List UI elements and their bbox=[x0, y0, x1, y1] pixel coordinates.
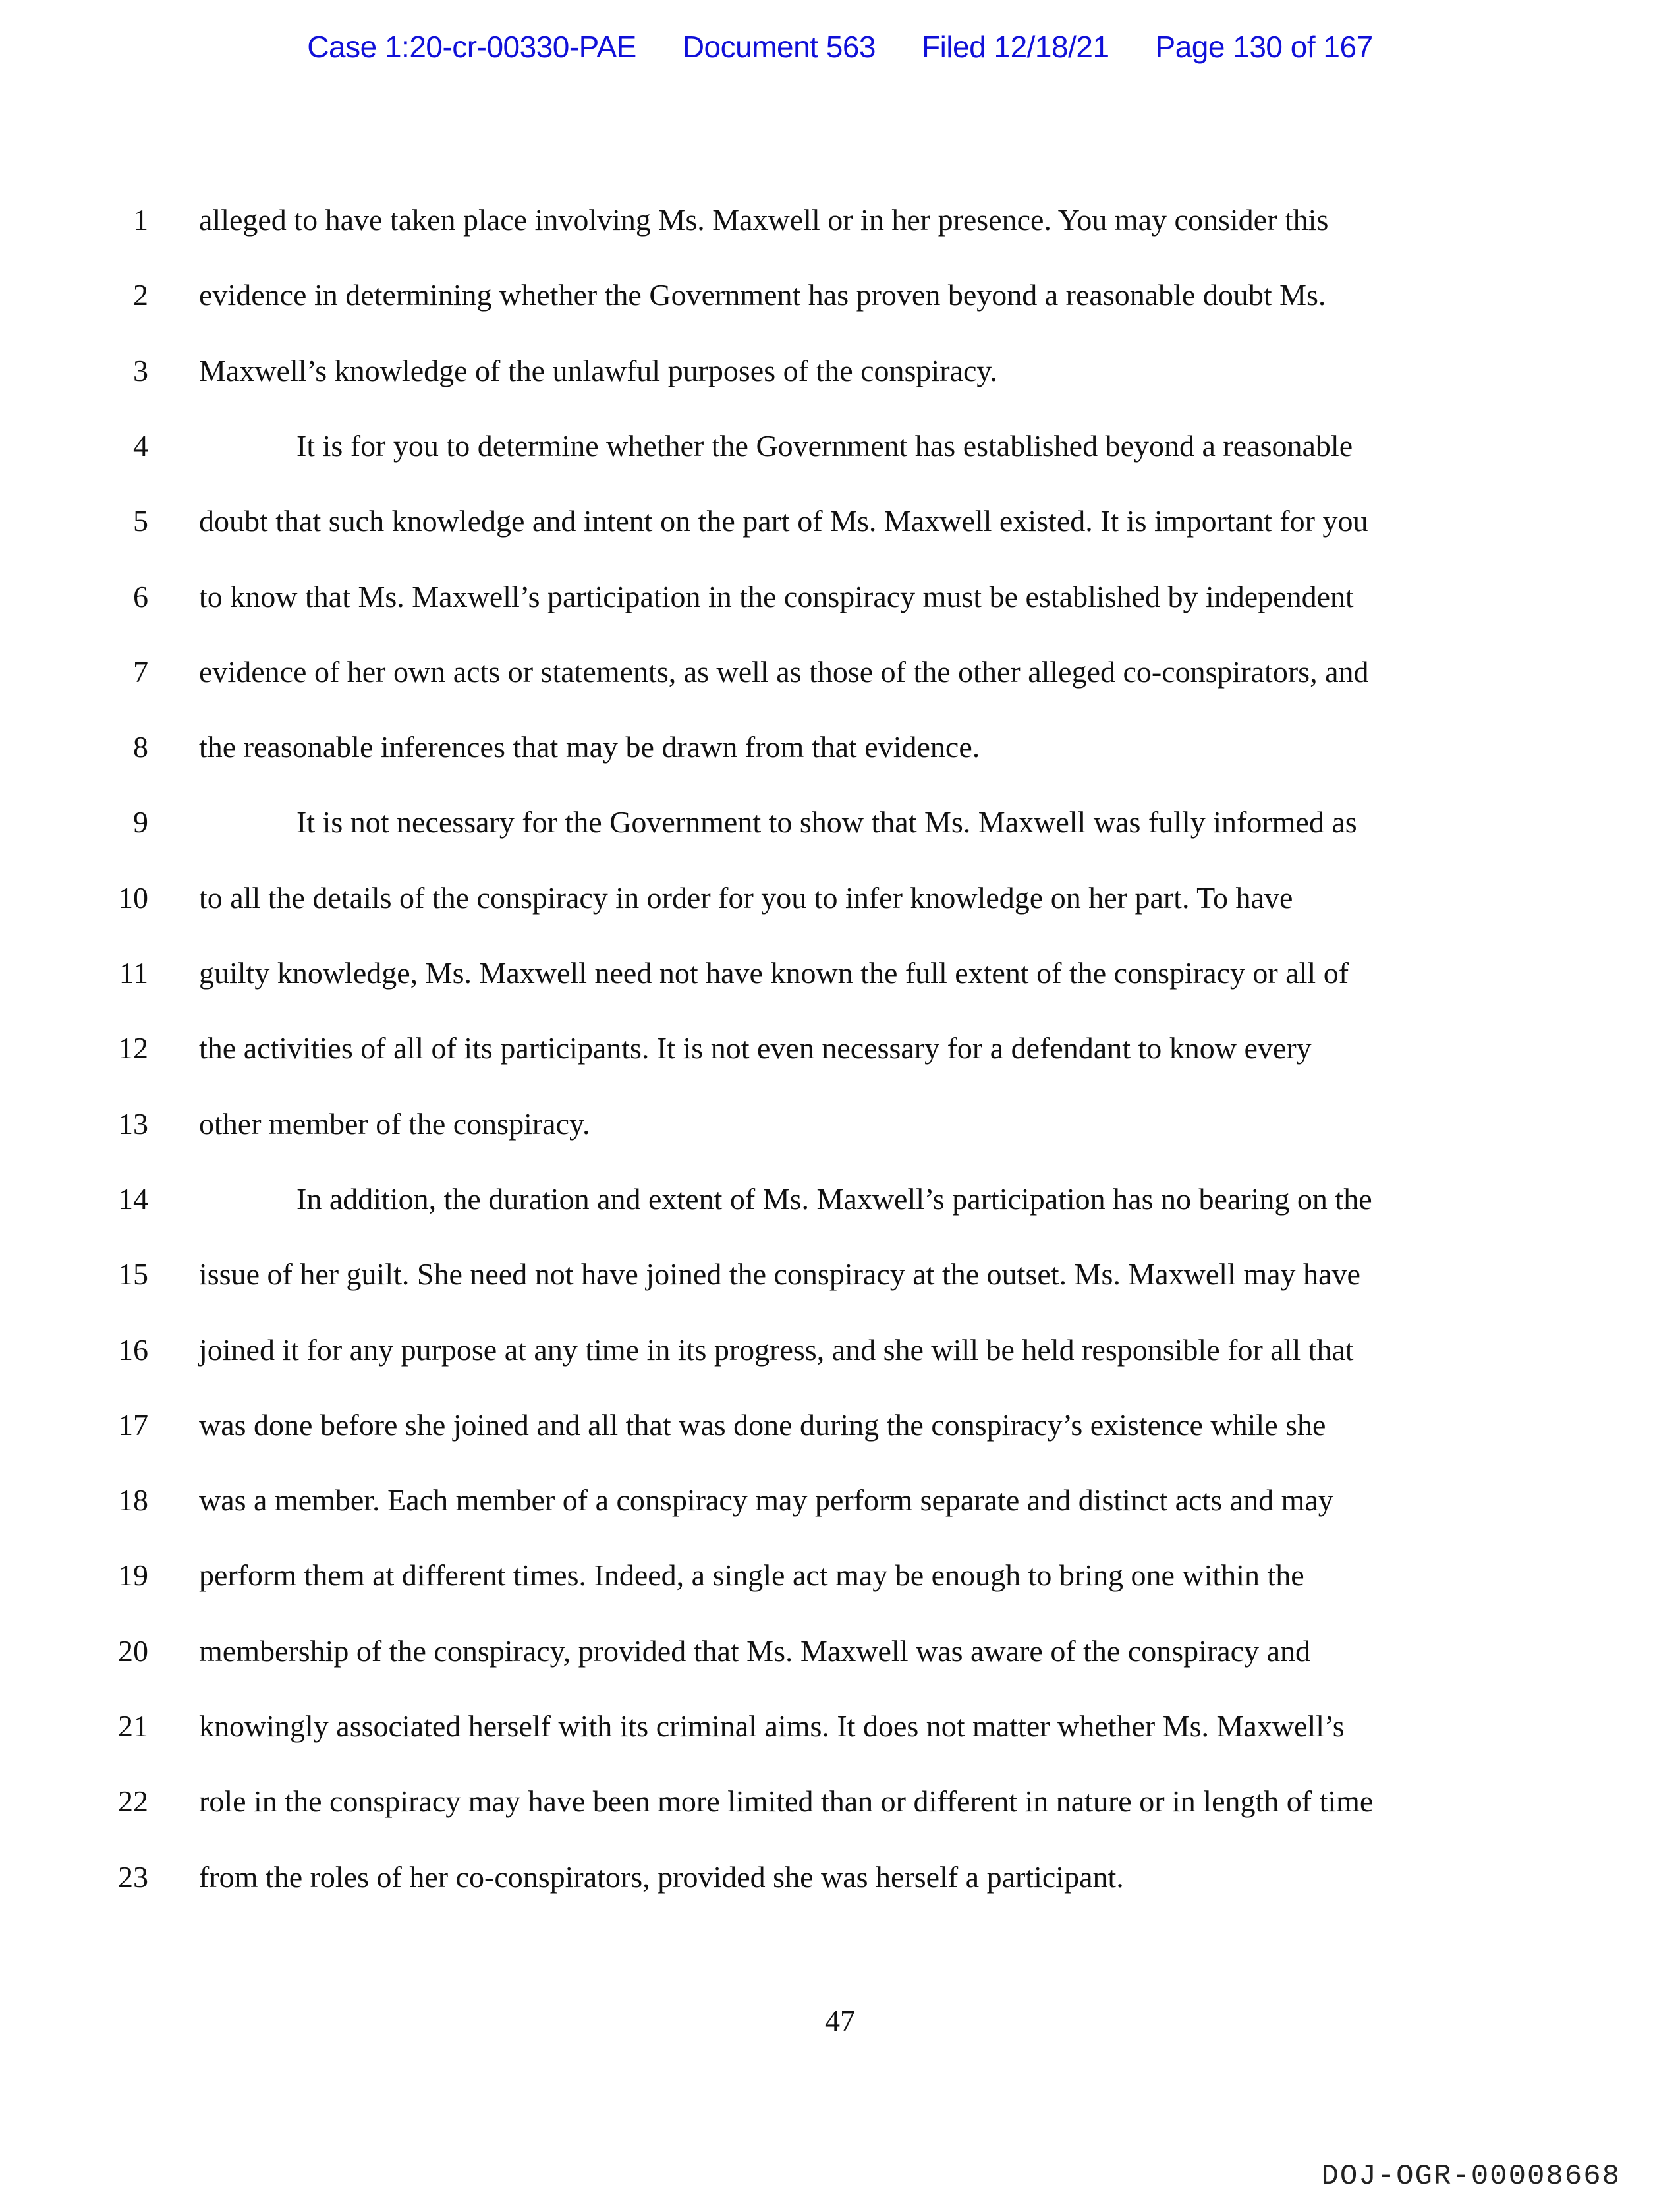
line-text: to all the details of the conspiracy in order for you to infer knowledge on her part. To have bbox=[199, 880, 1293, 915]
line-text: the reasonable inferences that may be drawn from that evidence. bbox=[199, 730, 980, 764]
line-text: evidence in determining whether the Government has proven beyond a reasonable doubt Ms. bbox=[199, 278, 1326, 312]
line-number: 6 bbox=[133, 579, 148, 613]
pleading-line bbox=[0, 1248, 1680, 1301]
pleading-line bbox=[0, 1474, 1680, 1527]
line-number: 16 bbox=[118, 1332, 148, 1367]
pleading-line bbox=[0, 1022, 1680, 1075]
page-number: 47 bbox=[825, 2004, 855, 2037]
line-number: 7 bbox=[133, 654, 148, 689]
pleading-line bbox=[0, 420, 1680, 472]
case-number: Case 1:20-cr-00330-PAE bbox=[307, 30, 636, 64]
line-number: 10 bbox=[118, 880, 148, 915]
pleading-line bbox=[0, 947, 1680, 1000]
line-text: other member of the conspiracy. bbox=[199, 1106, 590, 1141]
pleading-line bbox=[0, 1549, 1680, 1602]
pleading-line bbox=[0, 1324, 1680, 1376]
pleading-line bbox=[0, 345, 1680, 397]
line-text: the activities of all of its participants. It is not even necessary for a defendant to know every bbox=[199, 1031, 1312, 1065]
line-number: 18 bbox=[118, 1483, 148, 1517]
pleading-line bbox=[0, 1173, 1680, 1226]
pleading-line bbox=[0, 1625, 1680, 1678]
line-text: knowingly associated herself with its criminal aims. It does not matter whether Ms. Maxwell’s bbox=[199, 1709, 1345, 1743]
line-text: doubt that such knowledge and intent on the part of Ms. Maxwell existed. It is important for you bbox=[199, 504, 1368, 538]
line-text: Maxwell’s knowledge of the unlawful purposes of the conspiracy. bbox=[199, 353, 997, 387]
line-text: issue of her guilt. She need not have joined the conspiracy at the outset. Ms. Maxwell may have bbox=[199, 1257, 1360, 1291]
pleading-line bbox=[0, 1399, 1680, 1452]
pleading-line bbox=[0, 269, 1680, 322]
line-text: joined it for any purpose at any time in its progress, and she will be held responsible for all that bbox=[199, 1332, 1354, 1367]
filed-date: Filed 12/18/21 bbox=[922, 30, 1109, 64]
line-text: It is not necessary for the Government to show that Ms. Maxwell was fully informed as bbox=[296, 805, 1357, 839]
line-text: evidence of her own acts or statements, as well as those of the other alleged co-conspirators, and bbox=[199, 654, 1369, 689]
pleading-line bbox=[0, 495, 1680, 548]
case-header bbox=[0, 29, 1680, 65]
line-number: 5 bbox=[133, 504, 148, 538]
line-text: role in the conspiracy may have been more limited than or different in nature or in length of time bbox=[199, 1784, 1374, 1819]
line-number: 14 bbox=[118, 1181, 148, 1216]
line-number: 19 bbox=[118, 1558, 148, 1593]
line-text: In addition, the duration and extent of Ms. Maxwell’s participation has no bearing on the bbox=[296, 1181, 1372, 1216]
document-number: Document 563 bbox=[682, 30, 876, 64]
line-number: 8 bbox=[133, 730, 148, 764]
pleading-line bbox=[0, 571, 1680, 623]
line-text: from the roles of her co-conspirators, provided she was herself a participant. bbox=[199, 1859, 1124, 1894]
line-text: was a member. Each member of a conspiracy may perform separate and distinct acts and may bbox=[199, 1483, 1333, 1517]
line-number: 13 bbox=[118, 1106, 148, 1141]
pleading-line bbox=[0, 796, 1680, 849]
bates-number: DOJ-OGR-00008668 bbox=[1321, 2160, 1621, 2193]
line-number: 9 bbox=[133, 805, 148, 839]
line-number: 1 bbox=[133, 203, 148, 237]
pleading-line bbox=[0, 646, 1680, 698]
line-text: membership of the conspiracy, provided that Ms. Maxwell was aware of the conspiracy and bbox=[199, 1633, 1310, 1668]
line-number: 4 bbox=[133, 428, 148, 463]
line-number: 23 bbox=[118, 1859, 148, 1894]
line-text: was done before she joined and all that was done during the conspiracy’s existence while she bbox=[199, 1407, 1326, 1442]
line-number: 21 bbox=[118, 1709, 148, 1743]
line-number: 12 bbox=[118, 1031, 148, 1065]
line-number: 22 bbox=[118, 1784, 148, 1819]
line-text: alleged to have taken place involving Ms. Maxwell or in her presence. You may consider this bbox=[199, 203, 1329, 237]
pleading-line bbox=[0, 1851, 1680, 1904]
line-text: to know that Ms. Maxwell’s participation in the conspiracy must be established by independent bbox=[199, 579, 1354, 613]
line-text: It is for you to determine whether the Government has established beyond a reasonable bbox=[296, 428, 1353, 463]
line-number: 11 bbox=[119, 956, 148, 990]
pleading-line bbox=[0, 721, 1680, 774]
line-number: 2 bbox=[133, 278, 148, 312]
pleading-line bbox=[0, 872, 1680, 924]
line-number: 3 bbox=[133, 353, 148, 387]
pleading-line bbox=[0, 1775, 1680, 1828]
line-number: 15 bbox=[118, 1257, 148, 1291]
line-text: perform them at different times. Indeed, a single act may be enough to bring one within the bbox=[199, 1558, 1304, 1593]
pleading-line bbox=[0, 194, 1680, 246]
line-text: guilty knowledge, Ms. Maxwell need not have known the full extent of the conspiracy or all of bbox=[199, 956, 1349, 990]
line-number: 20 bbox=[118, 1633, 148, 1668]
line-number: 17 bbox=[118, 1407, 148, 1442]
page-count: Page 130 of 167 bbox=[1155, 30, 1373, 64]
pleading-line bbox=[0, 1098, 1680, 1150]
pleading-line bbox=[0, 1700, 1680, 1753]
